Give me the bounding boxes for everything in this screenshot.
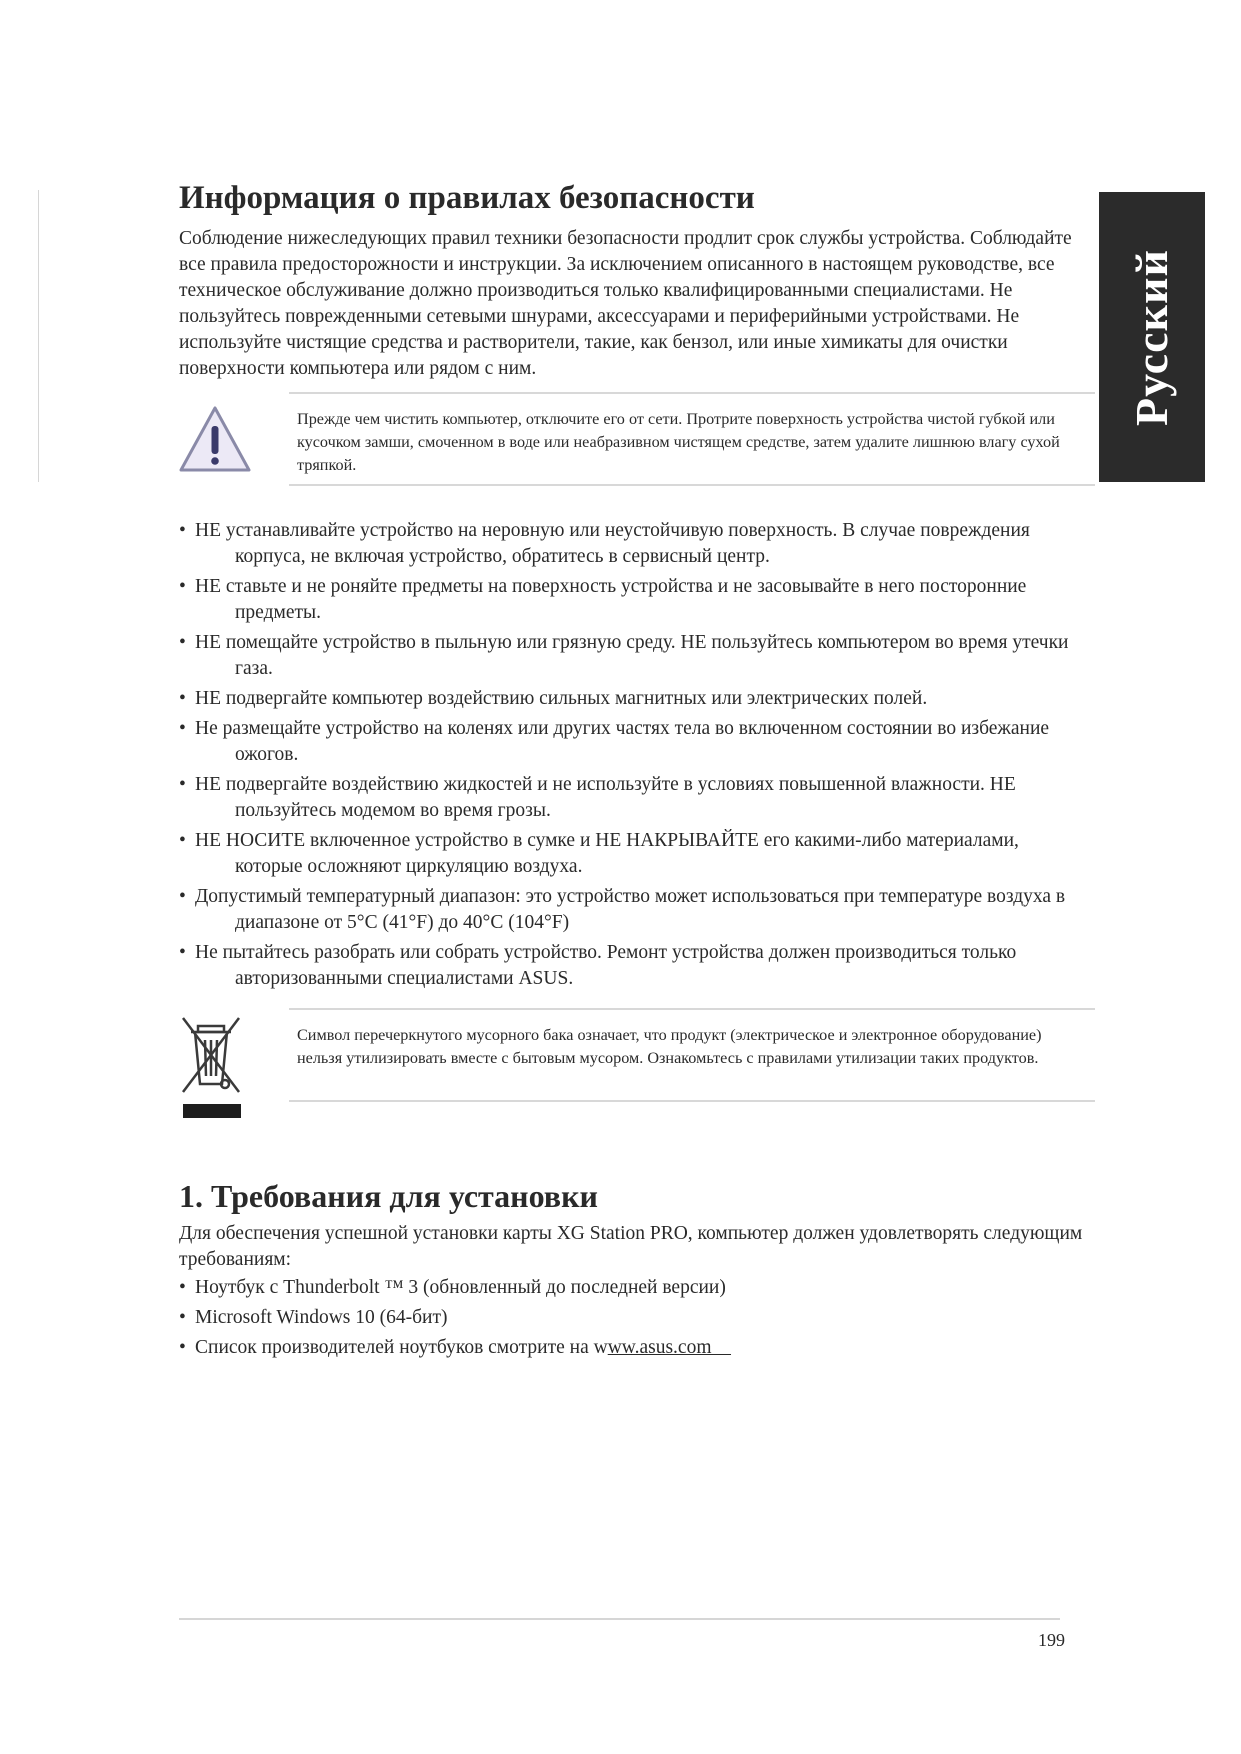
list-item: • НЕ подвергайте компьютер воздействию сильных магнитных или электрических полей. xyxy=(179,687,928,709)
page-content xyxy=(179,180,1089,1363)
safety-title: Информация о правилах безопасности xyxy=(179,180,755,216)
asus-website-link[interactable]: ww.asus.com xyxy=(607,1336,732,1358)
list-item: • Не размещайте устройство на коленях или других частях тела во включенном состоянии во избежание ожогов. xyxy=(179,717,1050,765)
requirements-list xyxy=(179,1273,1089,1363)
list-item: • НЕ помещайте устройство в пыльную или грязную среду. НЕ пользуйтесь компьютером во время утечки газа. xyxy=(179,631,1069,679)
left-margin-rule xyxy=(38,190,39,482)
list-item: • Список производителей ноутбуков смотрите на www.asus.com xyxy=(179,1336,732,1358)
warning-notice xyxy=(179,392,1089,490)
crossed-bin-icon xyxy=(179,1012,243,1122)
warning-note: Прежде чем чистить компьютер, отключите его от сети. Протрите поверхность устройства чистой губкой или кусочком замши, смоченном в воде или неабразивном чистящем средстве, затем удалите лишнюю влагу сухой тряпкой. xyxy=(289,392,1095,486)
list-item: • Microsoft Windows 10 (64-бит) xyxy=(179,1306,448,1328)
recycle-notice xyxy=(179,1008,1089,1126)
install-intro: Для обеспечения успешной установки карты XG Station PRO, компьютер должен удовлетворять следующим требованиям: xyxy=(179,1222,1083,1270)
list-item: • НЕ подвергайте воздействию жидкостей и не используйте в условиях повышенной влажности. НЕ пользуйтесь модемом во время грозы. xyxy=(179,773,1016,821)
list-item: • Ноутбук с Thunderbolt ™ 3 (обновленный до последней версии) xyxy=(179,1276,726,1298)
list-item: • НЕ ставьте и не роняйте предметы на поверхность устройства и не засовывайте в него посторонние предметы. xyxy=(179,575,1027,623)
warning-icon xyxy=(179,404,251,474)
safety-intro: Соблюдение нижеследующих правил техники безопасности продлит срок службы устройства. Соблюдайте все правила предосторожности и инструкции. За исключением описанного в настоящем руководстве, все техническое обслуживание должно производиться только квалифицированными специалистами. Не пользуйтесь поврежденными сетевыми шнурами, аксессуарами и периферийными устройствами. Не используйте чистящие средства и растворители, такие, как бензол, или иные химикаты для очистки поверхности компьютера или рядом с ним. xyxy=(179,227,1072,379)
footer-rule xyxy=(179,1618,1060,1620)
list-item: • НЕ устанавливайте устройство на неровную или неустойчивую поверхность. В случае повреждения корпуса, не включая устройство, обратитесь в сервисный центр. xyxy=(179,519,1030,567)
recycle-note: Символ перечеркнутого мусорного бака означает, что продукт (электрическое и электронное оборудование) нельзя утилизировать вместе с бытовым мусором. Ознакомьтесь с правилами утилизации таких продуктов. xyxy=(289,1008,1095,1102)
page-number: 199 xyxy=(1038,1630,1065,1650)
install-title: 1. Требования для установки xyxy=(179,1177,598,1214)
safety-list xyxy=(179,518,1089,992)
language-tab xyxy=(1099,192,1205,482)
list-item: • НЕ НОСИТЕ включенное устройство в сумке и НЕ НАКРЫВАЙТЕ его какими-либо материалами, которые осложняют циркуляцию воздуха. xyxy=(179,829,1019,877)
language-tab-label: Русский xyxy=(1126,248,1178,426)
list-item: • Не пытайтесь разобрать или собрать устройство. Ремонт устройства должен производиться только авторизованными специалистами ASUS. xyxy=(179,941,1017,989)
list-item: • Допустимый температурный диапазон: это устройство может использоваться при температуре воздуха в диапазоне от 5°C (41°F) до 40°C (104°F) xyxy=(179,885,1066,933)
